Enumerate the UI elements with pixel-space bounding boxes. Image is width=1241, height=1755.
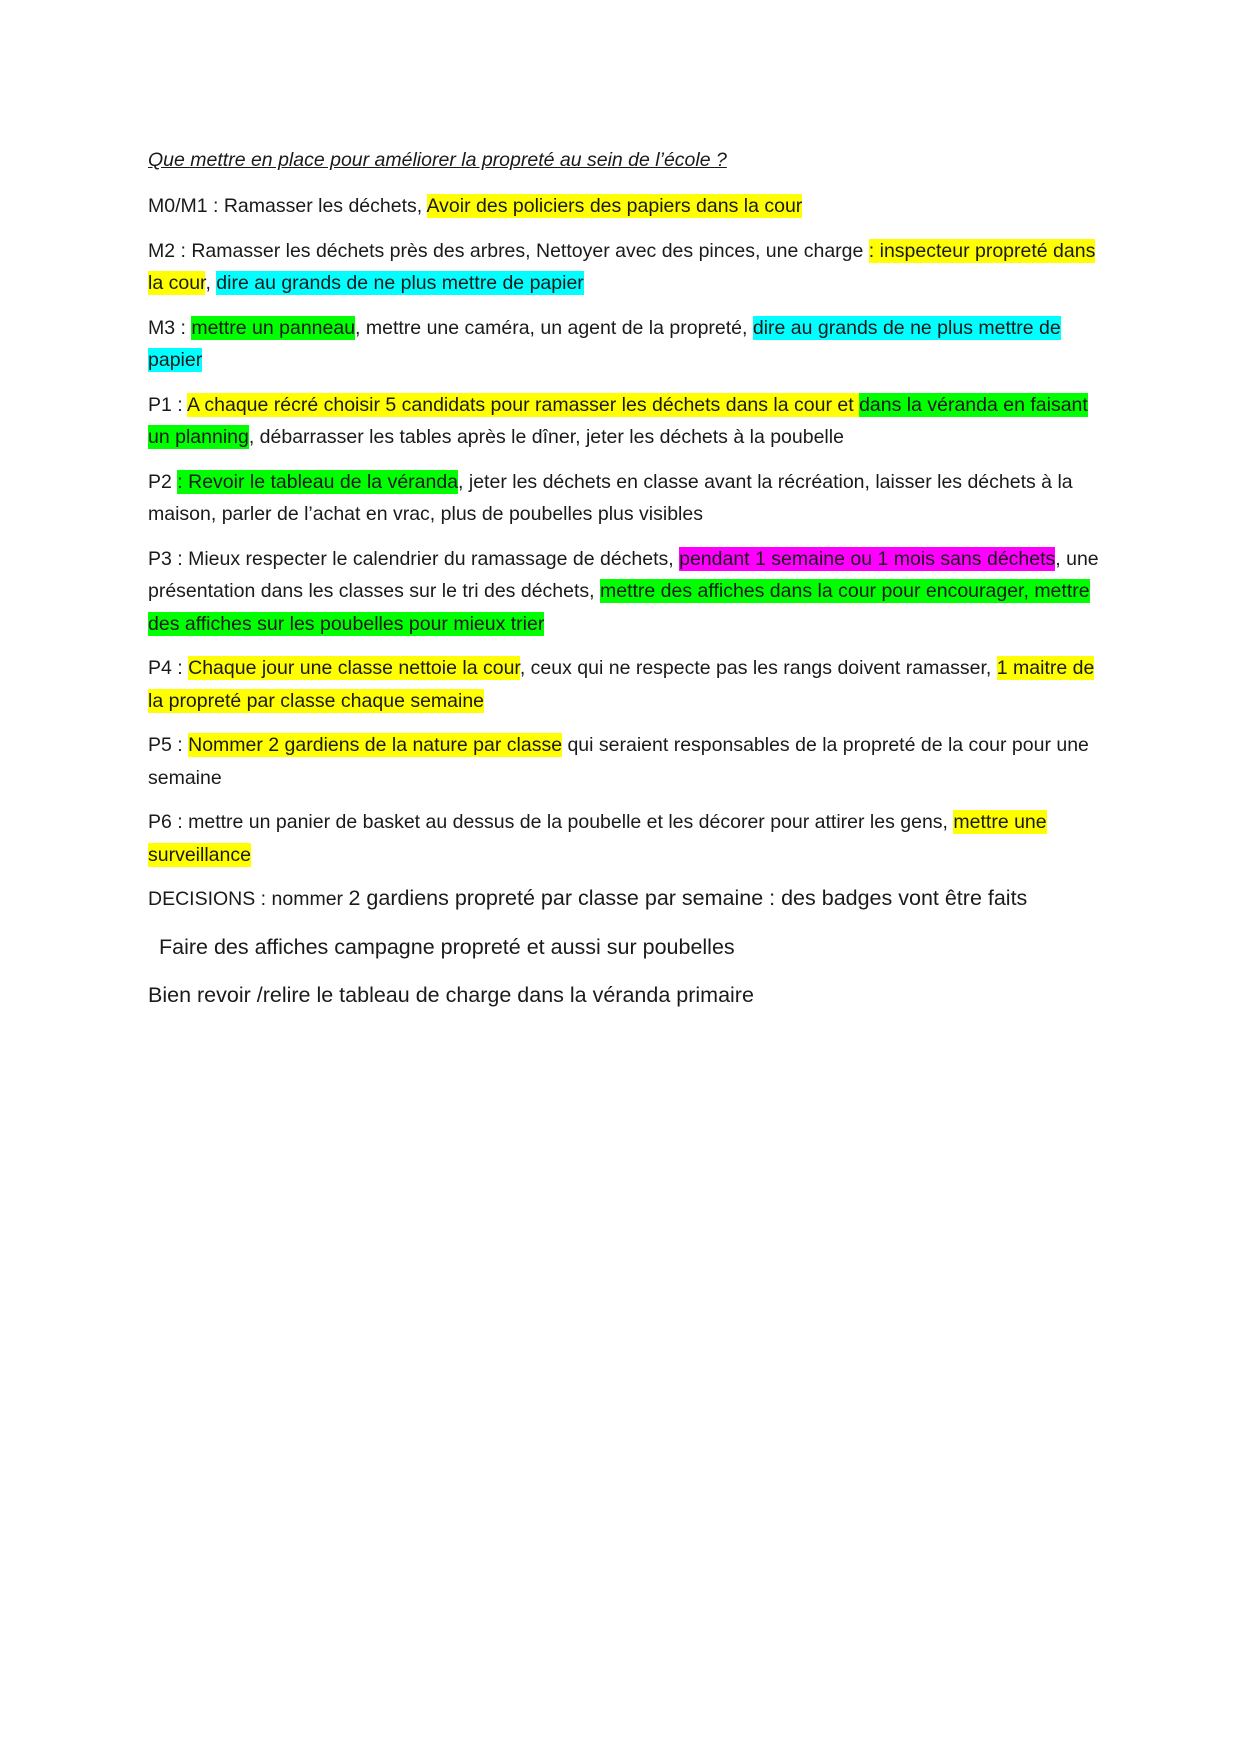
decision-line-1-start: nommer [271,888,349,910]
highlighted-text: mettre un panneau [191,316,356,339]
highlighted-text: mettre une surveillance [148,811,1047,866]
highlighted-text: Chaque jour une classe nettoie la cour [188,657,520,679]
paragraph-text: P4 : [148,657,189,679]
idea-paragraph [148,729,1108,794]
idea-paragraph [148,652,1108,717]
paragraph-text: , ceux qui ne respecte pas les rangs doivent ramasser, [519,657,997,679]
paragraph-text: , mettre une caméra, un agent de la propreté, [355,316,753,339]
highlighted-text: dire au grands de ne plus mettre de papier [216,272,584,294]
paragraph-text: P3 : Mieux respecter le calendrier du ramassage de déchets, [148,547,680,570]
paragraph-text: M0/M1 : Ramasser les déchets, [148,195,427,217]
decision-label: DECISIONS : [148,888,272,910]
decision-line-2: Faire des affiches campagne propreté et aussi sur poubelles [159,935,735,959]
paragraph-text: , une présentation dans les classes sur le tri des déchets, [148,547,1099,602]
idea-paragraph [148,806,1108,871]
highlighted-text: Avoir des policiers des papiers dans la cour [426,195,803,217]
paragraph-text: M3 : [148,316,192,339]
highlighted-text: A chaque récré choisir 5 candidats pour ramasser les déchets dans la cour et [187,393,860,416]
highlighted-text: pendant 1 semaine ou 1 mois sans déchets [679,547,1056,570]
highlighted-text: : inspecteur propreté dans la cour [148,239,1096,294]
paragraph-text: , [205,272,217,294]
page-title: Que mettre en place pour améliorer la propreté au sein de l’école ? [148,149,727,171]
highlighted-text: Nommer 2 gardiens de la nature par classe [188,734,563,756]
paragraph-text: P5 : [148,734,189,756]
paragraph-text: P1 : [148,393,188,416]
highlighted-text: dans la véranda en faisant un planning [148,393,1088,448]
paragraph-text: , jeter les déchets en classe avant la récréation, laisser les déchets à la maison, parler de l’achat en vrac, plus de poubelles plus visibles [148,470,1073,525]
decision-line-1 [148,883,1108,914]
idea-paragraph [148,543,1108,641]
idea-paragraph [148,235,1108,300]
document-page [148,146,1108,1028]
paragraph-text: P6 : mettre un panier de basket au dessus de la poubelle et les décorer pour attirer les gens, [148,811,954,833]
paragraph-text: M2 : Ramasser les déchets près des arbres, Nettoyer avec des pinces, une charge [148,239,869,262]
highlighted-text: 1 maitre de la propreté par classe chaque semaine [148,657,1095,712]
idea-list [148,190,1108,871]
decision-line-3: Bien revoir /relire le tableau de charge dans la véranda primaire [148,983,754,1007]
idea-paragraph [148,190,1108,223]
idea-paragraph [148,389,1108,454]
idea-paragraph [148,312,1108,377]
decision-line-1-text: 2 gardiens propreté par classe par semaine : des badges vont être faits [348,886,1028,910]
idea-paragraph [148,466,1108,531]
highlighted-text: mettre des affiches dans la cour pour encourager, mettre des affiches sur les poubelles pour mieux trier [148,580,1090,635]
paragraph-text: qui seraient responsables de la propreté de la cour pour une semaine [148,734,1089,789]
paragraph-text: , débarrasser les tables après le dîner, jeter les déchets à la poubelle [248,426,844,448]
highlighted-text: dire au grands de ne plus mettre de papier [148,316,1061,371]
paragraph-text: P2 [148,470,178,493]
highlighted-text: : Revoir le tableau de la véranda [177,470,459,493]
